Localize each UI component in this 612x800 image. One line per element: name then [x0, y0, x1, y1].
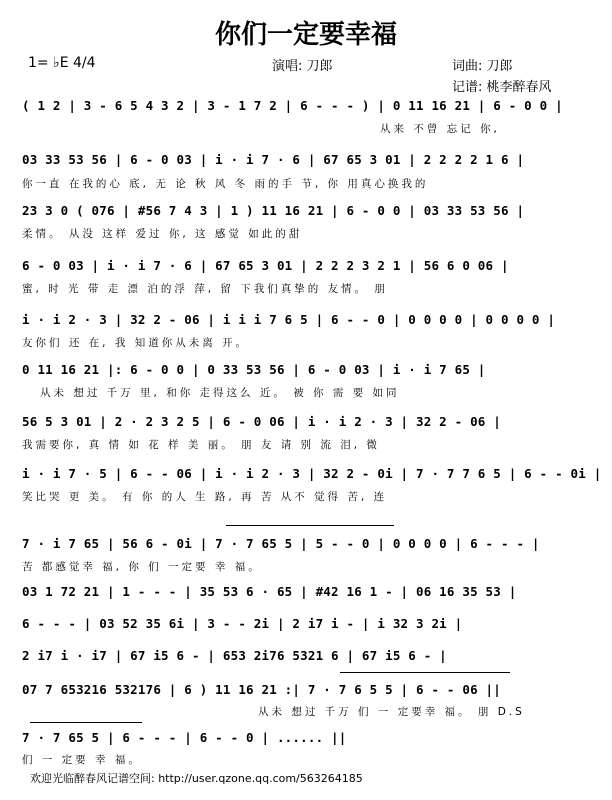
lyric-line: 从来 不曾 忘记 你, [380, 123, 500, 135]
notation-line: 23 3 0 ( 076 | #56 7 4 3 | 1 ) 11 16 21 | 6 - 0 0 | 03 33 53 56 | [22, 203, 525, 218]
lyric-line: 柔情。 从没 这样 爱过 你, 这 感觉 如此的甜 [22, 228, 303, 240]
lyric-line: 蜜, 时 光 带 走 漂 泊的浮 萍, 留 下我们真挚的 友情。 朋 [22, 283, 388, 295]
notation-line: ( 1 2 | 3 - 6 5 4 3 2 | 3 - 1 7 2 | 6 - - - ) | 0 11 16 21 | 6 - 0 0 | [22, 98, 563, 113]
notation-line: i · i 2 · 3 | 32 2 - 06 | i i i 7 6 5 | 6 - - 0 | 0 0 0 0 | 0 0 0 0 | [22, 312, 556, 327]
notation-line: 56 5 3 01 | 2 · 2 3 2 5 | 6 - 0 06 | i · i 2 · 3 | 32 2 - 06 | [22, 414, 501, 429]
lyric-line: 你一直 在我的心 底, 无 论 秋 风 冬 雨的手 节, 你 用真心换我的 [22, 178, 429, 190]
notation-line: 6 - 0 03 | i · i 7 · 6 | 67 65 3 01 | 2 2 2 3 2 1 | 56 6 0 06 | [22, 258, 509, 273]
lyric-line: 友你们 还 在, 我 知道你从未离 开。 [22, 337, 250, 349]
notation-line: i · i 7 · 5 | 6 - - 06 | i · i 2 · 3 | 32 2 - 0i | 7 · 7 7 6 5 | 6 - - 0i | [22, 466, 602, 481]
notation-line: 6 - - - | 03 52 35 6i | 3 - - 2i | 2 i7 i - | i 32 3 2i | [22, 616, 463, 631]
lyric-line: 从未 想过 千万 们 一 定要幸 福。 朋 D.S [258, 706, 525, 718]
notation-line: 7 · i 7 65 | 56 6 - 0i | 7 · 7 65 5 | 5 - - 0 | 0 0 0 0 | 6 - - - | [22, 536, 540, 551]
lyric-line: 我需要你, 真 情 如 花 样 美 丽。 朋 友 请 别 流 泪, 微 [22, 439, 380, 451]
notation-line: 0 11 16 21 |: 6 - 0 0 | 0 33 53 56 | 6 - 0 03 | i · i 7 65 | [22, 362, 486, 377]
notation-line: 07 7 653216 532176 | 6 ) 11 16 21 :| 7 · 7 6 5 5 | 6 - - 06 || [22, 682, 501, 697]
footer-link[interactable]: 欢迎光临醉春风记谱空间: http://user.qzone.qq.com/563264185 [30, 772, 363, 785]
key-signature: 1= ♭E 4/4 [28, 55, 96, 71]
song-title: 你们一定要幸福 [214, 20, 397, 50]
singer-credit: 演唱: 刀郎 [272, 59, 333, 74]
notation-line: 7 · 7 65 5 | 6 - - - | 6 - - 0 | ...... || [22, 730, 347, 745]
volta-bracket [340, 672, 510, 673]
volta-bracket [226, 525, 394, 526]
lyric-line: 苦 都感觉幸 福, 你 们 一定要 幸 福。 [22, 561, 262, 573]
notation-line: 03 1 72 21 | 1 - - - | 35 53 6 · 65 | #42 16 1 - | 06 16 35 53 | [22, 584, 517, 599]
lyric-line: 笑比哭 更 美。 有 你 的人 生 路, 再 苦 从不 觉得 苦, 连 [22, 491, 388, 503]
lyricist-credit: 词曲: 刀郎 [452, 59, 513, 74]
lyric-line: 从未 想过 千万 里, 和你 走得这么 近。 被 你 需 要 如同 [40, 387, 400, 399]
transcriber-credit: 记谱: 桃李醉春风 [452, 80, 552, 95]
notation-line: 03 33 53 56 | 6 - 0 03 | i · i 7 · 6 | 67 65 3 01 | 2 2 2 2 1 6 | [22, 152, 525, 167]
volta-bracket [30, 722, 142, 723]
notation-line: 2 i7 i · i7 | 67 i5 6 - | 653 2i76 5321 6 | 67 i5 6 - | [22, 648, 447, 663]
lyric-line: 们 一 定要 幸 福。 [22, 754, 142, 766]
